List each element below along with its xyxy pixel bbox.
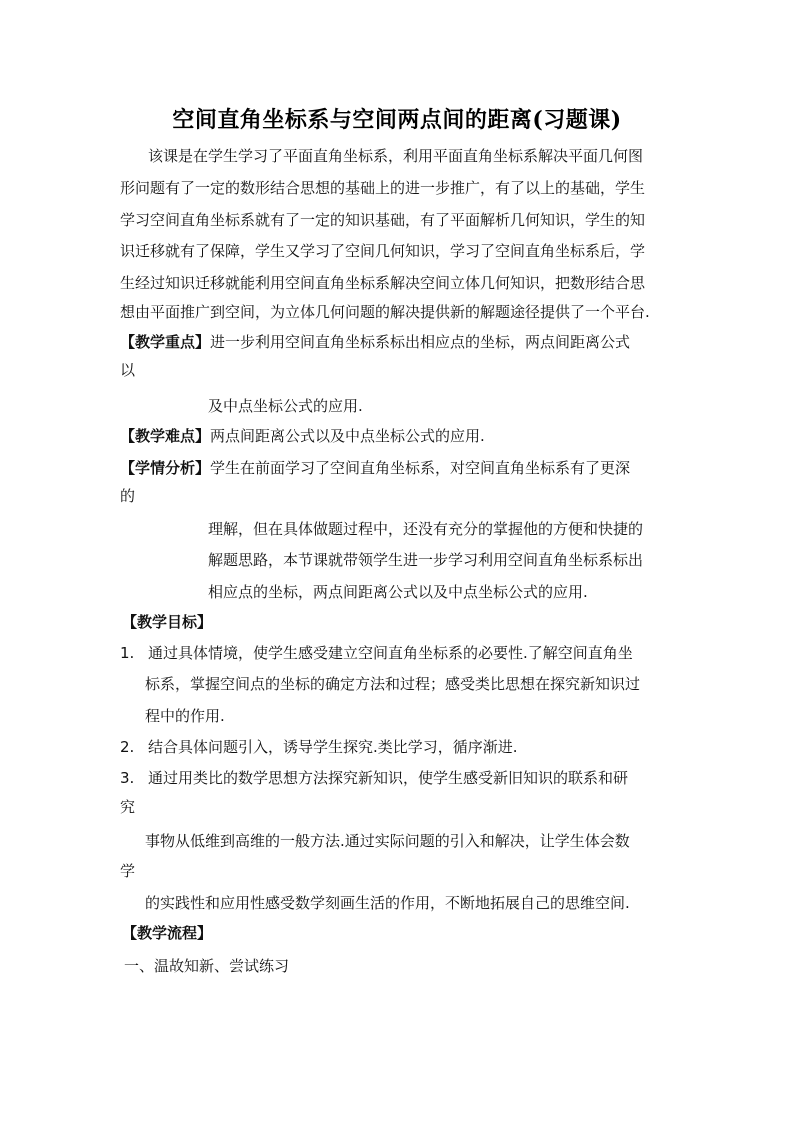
goal-item-text: 通过具体情境，使学生感受建立空间直角坐标系的必要性.了解空间直角坐 xyxy=(148,644,633,662)
goal-item-number: 1. xyxy=(120,644,135,662)
analysis-cont: 解题思路，本节课就带领学生进一步学习利用空间直角坐标系标出 xyxy=(208,551,644,569)
key-points-text: 进一步利用空间直角坐标系标出相应点的坐标，两点间距离公式 xyxy=(210,333,631,351)
difficult-points-text: 两点间距离公式以及中点坐标公式的应用. xyxy=(210,427,485,445)
key-points-label: 【教学重点】 xyxy=(120,333,211,351)
key-points xyxy=(120,332,630,352)
intro-line: 形问题有了一定的数形结合思想的基础上的进一步推广，有了以上的基础，学生 xyxy=(120,179,646,197)
goal-item-1 xyxy=(120,643,633,663)
goal-item-3-line: 事物从低维到高维的一般方法.通过实际问题的引入和解决，让学生体会数 xyxy=(145,832,630,850)
page-title: 空间直角坐标系与空间两点间的距离(习题课) xyxy=(172,107,622,133)
analysis-cont: 相应点的坐标，两点间距离公式以及中点坐标公式的应用. xyxy=(208,583,588,601)
goal-item-1-line: 程中的作用. xyxy=(145,707,225,725)
goal-item-number: 2. xyxy=(120,738,135,756)
analysis-wrap: 的 xyxy=(120,487,136,505)
goals-label: 【教学目标】 xyxy=(122,613,213,631)
intro-line: 想由平面推广到空间，为立体几何问题的解决提供新的解题途径提供了一个平台. xyxy=(120,303,650,321)
analysis-label: 【学情分析】 xyxy=(120,459,211,477)
goal-item-text: 结合具体问题引入，诱导学生探究.类比学习，循序渐进. xyxy=(148,738,518,756)
goal-item-1-line: 标系，掌握空间点的坐标的确定方法和过程；感受类比思想在探究新知识过 xyxy=(145,675,641,693)
intro-line: 该课是在学生学习了平面直角坐标系，利用平面直角坐标系解决平面几何图 xyxy=(148,147,644,165)
flow-label: 【教学流程】 xyxy=(122,924,213,942)
goal-item-3-wrap: 学 xyxy=(120,862,136,880)
goal-item-3-wrap: 究 xyxy=(120,798,136,816)
intro-line: 学习空间直角坐标系就有了一定的知识基础，有了平面解析几何知识，学生的知 xyxy=(120,211,646,229)
goal-item-2 xyxy=(120,737,518,757)
goal-item-text: 通过用类比的数学思想方法探究新知识，使学生感受新旧知识的联系和研 xyxy=(148,769,629,787)
key-points-wrap: 以 xyxy=(120,361,136,379)
intro-line: 生经过知识迁移就能利用空间直角坐标系解决空间立体几何知识，把数形结合思 xyxy=(120,274,646,292)
intro-line: 识迁移就有了保障，学生又学习了空间几何知识，学习了空间直角坐标系后，学 xyxy=(120,242,646,260)
key-points-cont: 及中点坐标公式的应用. xyxy=(208,397,363,415)
analysis-cont: 理解，但在具体做题过程中，还没有充分的掌握他的方便和快捷的 xyxy=(208,520,644,538)
difficult-points-label: 【教学难点】 xyxy=(120,427,211,445)
goal-item-number: 3. xyxy=(120,769,135,787)
difficult-points xyxy=(120,426,485,446)
analysis-text: 学生在前面学习了空间直角坐标系，对空间直角坐标系有了更深 xyxy=(210,459,631,477)
goal-item-3-line: 的实践性和应用性感受数学刻画生活的作用，不断地拓展自己的思维空间. xyxy=(145,894,630,912)
goal-item-3 xyxy=(120,768,628,788)
analysis xyxy=(120,458,630,478)
flow-section-heading: 一、温故知新、尝试练习 xyxy=(124,957,290,975)
